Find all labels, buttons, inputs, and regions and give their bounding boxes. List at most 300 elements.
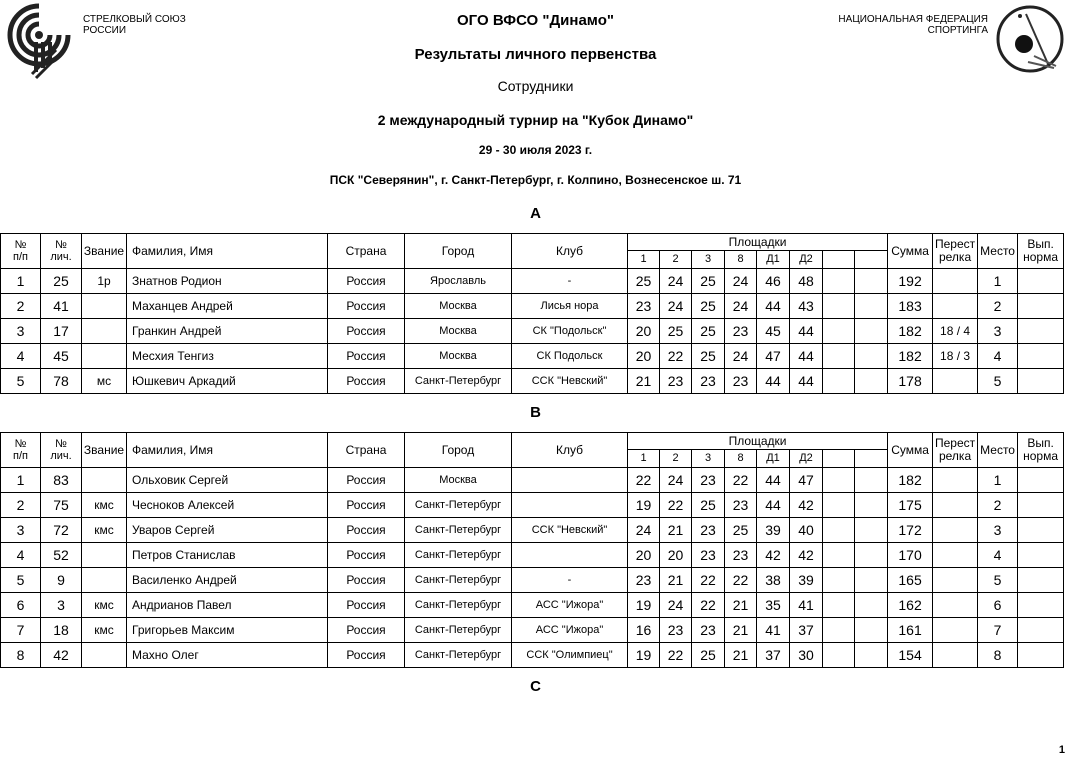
score-cell: 19 <box>628 593 660 618</box>
score-cell: 23 <box>692 618 725 643</box>
score-cell: 16 <box>628 618 660 643</box>
col-country-header: Страна <box>328 433 405 468</box>
no-cell: 1 <box>1 468 41 493</box>
empty-score-cell <box>855 294 888 319</box>
license-cell: 25 <box>41 269 82 294</box>
score-cell: 42 <box>790 493 823 518</box>
score-cell: 41 <box>757 618 790 643</box>
no-cell: 3 <box>1 319 41 344</box>
norm-cell <box>1018 618 1064 643</box>
empty-score-cell <box>823 518 855 543</box>
platform-p2-header: 2 <box>660 450 692 468</box>
city-cell: Москва <box>405 344 512 369</box>
country-cell: Россия <box>328 344 405 369</box>
table-row <box>1 568 1064 593</box>
rank-cell: 1р <box>82 269 127 294</box>
col-country-header: Страна <box>328 234 405 269</box>
col-club-header: Клуб <box>512 433 628 468</box>
score-cell: 37 <box>757 643 790 668</box>
org-right-line1: НАЦИОНАЛЬНАЯ ФЕДЕРАЦИЯ <box>838 14 988 25</box>
score-cell: 44 <box>757 493 790 518</box>
city-cell: Санкт-Петербург <box>405 518 512 543</box>
place-cell: 2 <box>978 294 1018 319</box>
header-row <box>1 433 1064 450</box>
platform-p3-header: 3 <box>692 251 725 269</box>
score-cell: 24 <box>660 593 692 618</box>
score-cell: 48 <box>790 269 823 294</box>
col-shootoff-line1: Перест <box>934 436 976 450</box>
col-lic-line2: лич. <box>50 450 72 462</box>
country-cell: Россия <box>328 593 405 618</box>
platform-pd1-header: Д1 <box>757 251 790 269</box>
col-no-header <box>1 234 41 269</box>
platform-p8-header: 8 <box>725 450 757 468</box>
col-rank-header: Звание <box>82 433 127 468</box>
empty-score-cell <box>823 468 855 493</box>
city-cell: Ярославль <box>405 269 512 294</box>
platform-p8-header: 8 <box>725 251 757 269</box>
col-city-header: Город <box>405 433 512 468</box>
rank-cell <box>82 319 127 344</box>
score-cell: 43 <box>790 294 823 319</box>
city-cell: Санкт-Петербург <box>405 369 512 394</box>
col-sum-header: Сумма <box>888 433 933 468</box>
col-platforms-header: Площадки <box>628 433 888 450</box>
license-cell: 18 <box>41 618 82 643</box>
name-cell: Андрианов Павел <box>127 593 328 618</box>
license-cell: 78 <box>41 369 82 394</box>
score-cell: 25 <box>660 319 692 344</box>
club-cell: - <box>512 269 628 294</box>
score-cell: 35 <box>757 593 790 618</box>
club-cell: ССК "Олимпиец" <box>512 643 628 668</box>
score-cell: 41 <box>790 593 823 618</box>
score-cell: 47 <box>757 344 790 369</box>
col-shootoff-line2: релка <box>938 449 972 463</box>
table-row <box>1 643 1064 668</box>
empty-score-cell <box>855 618 888 643</box>
tournament-dates: 29 - 30 июля 2023 г. <box>478 143 593 157</box>
shootoff-cell <box>933 568 978 593</box>
table-row <box>1 269 1064 294</box>
sum-cell: 161 <box>888 618 933 643</box>
group-c-letter: C <box>530 678 541 695</box>
col-lic-line1: № <box>55 239 67 251</box>
group-b-letter: B <box>530 404 541 421</box>
sum-cell: 154 <box>888 643 933 668</box>
score-cell: 21 <box>725 593 757 618</box>
license-cell: 3 <box>41 593 82 618</box>
org-left-line1: СТРЕЛКОВЫЙ СОЮЗ <box>83 14 186 25</box>
country-cell: Россия <box>328 369 405 394</box>
name-cell: Чесноков Алексей <box>127 493 328 518</box>
score-cell: 19 <box>628 493 660 518</box>
empty-score-cell <box>823 493 855 518</box>
no-cell: 7 <box>1 618 41 643</box>
col-no-line1: № <box>14 239 27 251</box>
shootoff-cell <box>933 618 978 643</box>
empty-score-cell <box>823 269 855 294</box>
norm-cell <box>1018 294 1064 319</box>
city-cell: Москва <box>405 319 512 344</box>
place-cell: 1 <box>978 269 1018 294</box>
city-cell: Москва <box>405 294 512 319</box>
rank-cell <box>82 643 127 668</box>
sum-cell: 178 <box>888 369 933 394</box>
score-cell: 20 <box>628 319 660 344</box>
empty-score-cell <box>823 369 855 394</box>
country-cell: Россия <box>328 568 405 593</box>
name-cell: Уваров Сергей <box>127 518 328 543</box>
norm-cell <box>1018 543 1064 568</box>
col-no-line2: п/п <box>13 450 28 462</box>
city-cell: Санкт-Петербург <box>405 543 512 568</box>
table-row <box>1 468 1064 493</box>
score-cell: 39 <box>757 518 790 543</box>
empty-score-cell <box>855 568 888 593</box>
name-cell: Василенко Андрей <box>127 568 328 593</box>
country-cell: Россия <box>328 618 405 643</box>
club-cell: ССК "Невский" <box>512 369 628 394</box>
place-cell: 8 <box>978 643 1018 668</box>
results-title: Результаты личного первенства <box>414 46 657 63</box>
no-cell: 5 <box>1 568 41 593</box>
table-row <box>1 319 1064 344</box>
score-cell: 25 <box>692 344 725 369</box>
table-row <box>1 294 1064 319</box>
norm-cell <box>1018 344 1064 369</box>
club-cell: АСС "Ижора" <box>512 593 628 618</box>
organization-title: ОГО ВФСО "Динамо" <box>457 12 614 29</box>
no-cell: 2 <box>1 294 41 319</box>
place-cell: 2 <box>978 493 1018 518</box>
empty-score-cell <box>855 593 888 618</box>
empty-score-cell <box>855 269 888 294</box>
col-name-header: Фамилия, Имя <box>127 433 328 468</box>
results-table-group-b <box>0 432 1064 668</box>
license-cell: 41 <box>41 294 82 319</box>
shootoff-cell <box>933 468 978 493</box>
club-cell <box>512 543 628 568</box>
place-cell: 5 <box>978 568 1018 593</box>
score-cell: 44 <box>790 319 823 344</box>
score-cell: 22 <box>660 643 692 668</box>
col-lic-header <box>41 433 82 468</box>
name-cell: Месхия Тенгиз <box>127 344 328 369</box>
sum-cell: 192 <box>888 269 933 294</box>
name-cell: Знатнов Родион <box>127 269 328 294</box>
score-cell: 22 <box>660 493 692 518</box>
score-cell: 30 <box>790 643 823 668</box>
score-cell: 22 <box>628 468 660 493</box>
col-norm-line1: Вып. <box>1027 436 1054 450</box>
col-shootoff-header <box>933 433 978 468</box>
sum-cell: 183 <box>888 294 933 319</box>
score-cell: 23 <box>628 568 660 593</box>
city-cell: Москва <box>405 468 512 493</box>
table-row <box>1 493 1064 518</box>
col-place-header: Место <box>978 433 1018 468</box>
score-cell: 24 <box>725 269 757 294</box>
club-cell: СК Подольск <box>512 344 628 369</box>
club-cell: - <box>512 568 628 593</box>
col-platforms-header: Площадки <box>628 234 888 251</box>
shootoff-cell: 18 / 4 <box>933 319 978 344</box>
sum-cell: 162 <box>888 593 933 618</box>
col-sum-header: Сумма <box>888 234 933 269</box>
empty-score-cell <box>855 493 888 518</box>
no-cell: 6 <box>1 593 41 618</box>
shootoff-cell <box>933 493 978 518</box>
shootoff-cell <box>933 518 978 543</box>
sum-cell: 165 <box>888 568 933 593</box>
no-cell: 2 <box>1 493 41 518</box>
name-cell: Махно Олег <box>127 643 328 668</box>
shootoff-cell <box>933 294 978 319</box>
score-cell: 40 <box>790 518 823 543</box>
shootoff-cell: 18 / 3 <box>933 344 978 369</box>
col-city-header: Город <box>405 234 512 269</box>
club-cell: ССК "Невский" <box>512 518 628 543</box>
table-row <box>1 369 1064 394</box>
score-cell: 23 <box>725 493 757 518</box>
empty-score-cell <box>855 643 888 668</box>
score-cell: 22 <box>660 344 692 369</box>
city-cell: Санкт-Петербург <box>405 593 512 618</box>
norm-cell <box>1018 568 1064 593</box>
score-cell: 20 <box>628 543 660 568</box>
name-cell: Григорьев Максим <box>127 618 328 643</box>
empty-score-cell <box>855 543 888 568</box>
org-right-line2: СПОРТИНГА <box>927 25 988 36</box>
score-cell: 44 <box>790 369 823 394</box>
score-cell: 37 <box>790 618 823 643</box>
empty-score-cell <box>823 593 855 618</box>
shootoff-cell <box>933 269 978 294</box>
score-cell: 25 <box>692 319 725 344</box>
norm-cell <box>1018 643 1064 668</box>
license-cell: 45 <box>41 344 82 369</box>
score-cell: 45 <box>757 319 790 344</box>
country-cell: Россия <box>328 319 405 344</box>
score-cell: 23 <box>725 369 757 394</box>
platform-pd1-header: Д1 <box>757 450 790 468</box>
org-left-line2: РОССИИ <box>83 25 127 36</box>
col-norm-line2: норма <box>1023 250 1059 264</box>
empty-score-cell <box>823 294 855 319</box>
rank-cell <box>82 543 127 568</box>
col-norm-header <box>1018 234 1064 269</box>
score-cell: 20 <box>660 543 692 568</box>
score-cell: 23 <box>725 543 757 568</box>
platform-pd2-header: Д2 <box>790 450 823 468</box>
page-number: 1 <box>1058 744 1065 756</box>
norm-cell <box>1018 518 1064 543</box>
score-cell: 25 <box>692 643 725 668</box>
club-cell <box>512 468 628 493</box>
license-cell: 72 <box>41 518 82 543</box>
empty-score-cell <box>855 518 888 543</box>
city-cell: Санкт-Петербург <box>405 568 512 593</box>
platform-pd2-header: Д2 <box>790 251 823 269</box>
empty-score-cell <box>823 568 855 593</box>
score-cell: 21 <box>660 518 692 543</box>
score-cell: 25 <box>692 269 725 294</box>
sum-cell: 170 <box>888 543 933 568</box>
rank-cell <box>82 468 127 493</box>
score-cell: 24 <box>660 294 692 319</box>
col-rank-header: Звание <box>82 234 127 269</box>
no-cell: 3 <box>1 518 41 543</box>
city-cell: Санкт-Петербург <box>405 643 512 668</box>
place-cell: 3 <box>978 518 1018 543</box>
platform-p1-header: 1 <box>628 251 660 269</box>
score-cell: 24 <box>660 468 692 493</box>
rank-cell: кмс <box>82 618 127 643</box>
name-cell: Ольховик Сергей <box>127 468 328 493</box>
col-place-header: Место <box>978 234 1018 269</box>
table-row <box>1 618 1064 643</box>
no-cell: 4 <box>1 543 41 568</box>
license-cell: 42 <box>41 643 82 668</box>
col-shootoff-header <box>933 234 978 269</box>
score-cell: 22 <box>692 568 725 593</box>
license-cell: 52 <box>41 543 82 568</box>
score-cell: 22 <box>725 468 757 493</box>
club-cell <box>512 493 628 518</box>
rank-cell <box>82 344 127 369</box>
col-no-line2: п/п <box>13 251 28 263</box>
score-cell: 22 <box>725 568 757 593</box>
empty-score-cell <box>855 369 888 394</box>
shootoff-cell <box>933 369 978 394</box>
platform-p2-header: 2 <box>660 251 692 269</box>
country-cell: Россия <box>328 269 405 294</box>
empty-score-cell <box>823 344 855 369</box>
sum-cell: 175 <box>888 493 933 518</box>
name-cell: Гранкин Андрей <box>127 319 328 344</box>
country-cell: Россия <box>328 518 405 543</box>
country-cell: Россия <box>328 643 405 668</box>
empty-score-cell <box>823 319 855 344</box>
country-cell: Россия <box>328 468 405 493</box>
rank-cell: кмс <box>82 518 127 543</box>
country-cell: Россия <box>328 294 405 319</box>
rank-cell: мс <box>82 369 127 394</box>
norm-cell <box>1018 269 1064 294</box>
score-cell: 21 <box>725 618 757 643</box>
score-cell: 24 <box>725 344 757 369</box>
platform-p1-header: 1 <box>628 450 660 468</box>
country-cell: Россия <box>328 543 405 568</box>
score-cell: 46 <box>757 269 790 294</box>
score-cell: 23 <box>692 468 725 493</box>
table-row <box>1 518 1064 543</box>
norm-cell <box>1018 369 1064 394</box>
empty-score-cell <box>855 344 888 369</box>
col-lic-line2: лич. <box>50 251 72 263</box>
tournament-venue: ПСК "Северянин", г. Санкт-Петербург, г. Колпино, Вознесенское ш. 71 <box>329 173 742 187</box>
score-cell: 23 <box>692 369 725 394</box>
rank-cell: кмс <box>82 593 127 618</box>
col-norm-line1: Вып. <box>1027 237 1054 251</box>
score-cell: 25 <box>628 269 660 294</box>
score-cell: 19 <box>628 643 660 668</box>
group-a-letter: A <box>530 205 541 222</box>
place-cell: 7 <box>978 618 1018 643</box>
score-cell: 22 <box>692 593 725 618</box>
score-cell: 23 <box>692 543 725 568</box>
shootoff-cell <box>933 543 978 568</box>
score-cell: 44 <box>757 468 790 493</box>
norm-cell <box>1018 319 1064 344</box>
city-cell: Санкт-Петербург <box>405 493 512 518</box>
shootoff-cell <box>933 643 978 668</box>
tournament-title: 2 международный турнир на "Кубок Динамо" <box>377 112 694 128</box>
club-cell: СК "Подольск" <box>512 319 628 344</box>
rank-cell <box>82 294 127 319</box>
score-cell: 20 <box>628 344 660 369</box>
score-cell: 44 <box>790 344 823 369</box>
score-cell: 23 <box>725 319 757 344</box>
col-name-header: Фамилия, Имя <box>127 234 328 269</box>
no-cell: 4 <box>1 344 41 369</box>
country-cell: Россия <box>328 493 405 518</box>
no-cell: 1 <box>1 269 41 294</box>
col-no-line1: № <box>14 438 27 450</box>
license-cell: 75 <box>41 493 82 518</box>
col-lic-line1: № <box>55 438 67 450</box>
score-cell: 23 <box>660 618 692 643</box>
rank-cell <box>82 568 127 593</box>
norm-cell <box>1018 468 1064 493</box>
name-cell: Петров Станислав <box>127 543 328 568</box>
empty-score-cell <box>823 543 855 568</box>
header-row <box>1 234 1064 251</box>
no-cell: 5 <box>1 369 41 394</box>
norm-cell <box>1018 593 1064 618</box>
empty-score-cell <box>823 643 855 668</box>
score-cell: 42 <box>790 543 823 568</box>
col-norm-header <box>1018 433 1064 468</box>
sum-cell: 182 <box>888 344 933 369</box>
score-cell: 24 <box>725 294 757 319</box>
platform-blank-header <box>823 450 855 468</box>
platform-blank-header <box>823 251 855 269</box>
place-cell: 4 <box>978 543 1018 568</box>
license-cell: 83 <box>41 468 82 493</box>
score-cell: 25 <box>692 294 725 319</box>
score-cell: 21 <box>628 369 660 394</box>
place-cell: 5 <box>978 369 1018 394</box>
platform-blank-header <box>855 450 888 468</box>
license-cell: 17 <box>41 319 82 344</box>
place-cell: 6 <box>978 593 1018 618</box>
score-cell: 25 <box>692 493 725 518</box>
score-cell: 24 <box>628 518 660 543</box>
col-no-header <box>1 433 41 468</box>
score-cell: 23 <box>692 518 725 543</box>
table-row <box>1 344 1064 369</box>
col-shootoff-line1: Перест <box>934 237 976 251</box>
empty-score-cell <box>855 468 888 493</box>
place-cell: 4 <box>978 344 1018 369</box>
score-cell: 38 <box>757 568 790 593</box>
col-lic-header <box>41 234 82 269</box>
score-cell: 24 <box>660 269 692 294</box>
sum-cell: 182 <box>888 319 933 344</box>
club-cell: АСС "Ижора" <box>512 618 628 643</box>
